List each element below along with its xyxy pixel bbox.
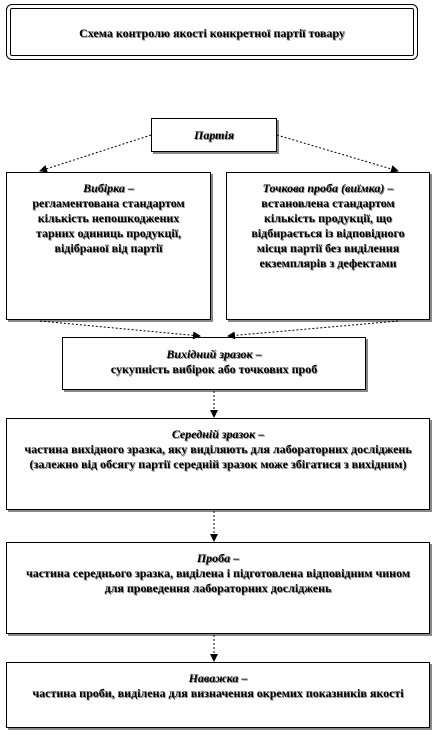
arrow-tochkova-to-vykhidnyi xyxy=(228,321,398,336)
node-partiya-term: Партія xyxy=(193,128,235,142)
node-tochkova-term: Точкова проба (виїмка) xyxy=(262,181,385,195)
node-vybirka-term: Вибірка xyxy=(83,181,125,195)
node-serednii-dash: – xyxy=(255,427,265,441)
node-serednii-term: Середній зразок xyxy=(171,427,256,441)
node-serednii-def: частина вихідного зразка, яку виділяють для лабораторних досліджень (залежно від обсягу партії середній зразок може збігатися з вихідним) xyxy=(24,442,412,471)
arrow-vybirka-to-vykhidnyi xyxy=(40,321,200,336)
node-navazhka-dash: – xyxy=(238,671,248,685)
node-navazhka-term: Наважка xyxy=(188,671,239,685)
title-text: Схема контролю якості конкретної партії товару xyxy=(79,26,345,40)
node-proba-def: частина середнього зразка, виділена і підготовлена відповідним чином для проведення лабораторних досліджень xyxy=(25,566,411,595)
node-vybirka-def: регламентована стандартом кількість непошкоджених тарних одиниць продукції, відібраної від партії xyxy=(32,196,185,255)
node-vykhidnyi-term: Вихідний зразок xyxy=(166,347,253,361)
arrow-partiya-to-tochkova xyxy=(277,135,398,171)
node-navazhka-def: частина проби, виділена для визначення окремих показників якості xyxy=(32,686,404,700)
node-tochkova-def: встановлена стандартом кількість продукції, що відбирається із відповідного місця партії без виділення екземплярів з дефектами xyxy=(251,196,405,270)
node-proba-term: Проба xyxy=(196,551,231,565)
node-vybirka-dash: – xyxy=(124,181,134,195)
node-vykhidnyi-def: сукупність вибірок або точкових проб xyxy=(110,362,318,376)
arrow-partiya-to-vybirka xyxy=(40,135,151,171)
node-proba-dash: – xyxy=(230,551,240,565)
node-tochkova-dash: – xyxy=(384,181,394,195)
node-vykhidnyi-dash: – xyxy=(252,347,262,361)
